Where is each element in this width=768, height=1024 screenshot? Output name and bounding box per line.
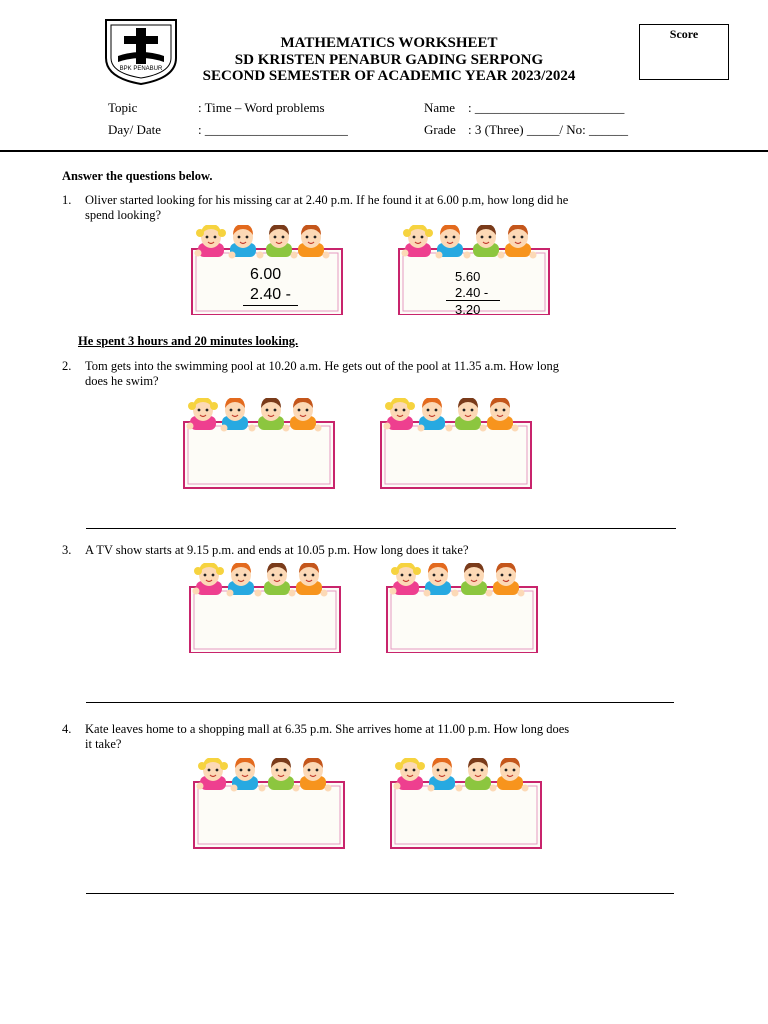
answer-board-3b[interactable] bbox=[385, 563, 539, 653]
worksheet-title: MATHEMATICS WORKSHEET bbox=[280, 35, 498, 51]
score-label: Score bbox=[669, 27, 699, 41]
answer-board-2a[interactable] bbox=[182, 398, 338, 498]
name-label: Name bbox=[424, 100, 456, 115]
semester-title: SECOND SEMESTER OF ACADEMIC YEAR 2023/2024 bbox=[202, 68, 576, 84]
question-1-text: Oliver started looking for his missing car at 2.40 p.m. If he found it at 6.00 p.m, how long did he bbox=[85, 193, 569, 207]
daydate-label: Day/ Date bbox=[108, 122, 162, 137]
question-3-number: 3. bbox=[62, 543, 72, 557]
topic-value: : Time – Word problems bbox=[198, 100, 325, 115]
work-1a-rule bbox=[243, 305, 298, 306]
answer-board-3a[interactable] bbox=[188, 563, 342, 653]
work-1a-line2: 2.40 - bbox=[250, 286, 291, 303]
question-2-number: 2. bbox=[62, 359, 72, 373]
question-3-text: A TV show starts at 9.15 p.m. and ends at 10.05 p.m. How long does it take? bbox=[85, 543, 469, 557]
work-1b-result: 3.20 bbox=[455, 302, 481, 317]
question-1-text-2: spend looking? bbox=[85, 208, 162, 222]
grade-field[interactable]: : 3 (Three) _____/ No: ______ bbox=[468, 122, 628, 137]
work-1b-line1: 5.60 bbox=[455, 269, 481, 284]
answer-board-4a[interactable] bbox=[192, 758, 348, 862]
question-4-number: 4. bbox=[62, 722, 72, 736]
question-1-answer: He spent 3 hours and 20 minutes looking. bbox=[78, 334, 299, 348]
instruction: Answer the questions below. bbox=[62, 169, 213, 183]
question-1-number: 1. bbox=[62, 193, 72, 207]
school-name: SD KRISTEN PENABUR GADING SERPONG bbox=[234, 52, 544, 68]
daydate-field[interactable]: : ______________________ bbox=[198, 122, 348, 137]
score-box bbox=[639, 24, 729, 80]
work-1a-line1: 6.00 bbox=[250, 266, 282, 283]
answer-board-4b[interactable] bbox=[389, 758, 545, 862]
answer-line-3[interactable] bbox=[86, 702, 674, 703]
work-1b-rule bbox=[446, 300, 500, 301]
topic-label: Topic bbox=[108, 100, 138, 115]
name-field[interactable]: : _______________________ bbox=[468, 100, 625, 115]
question-2-text: Tom gets into the swimming pool at 10.20 a.m. He gets out of the pool at 11.35 a.m. How long bbox=[85, 359, 559, 373]
svg-text:BPK PENABUR: BPK PENABUR bbox=[119, 66, 163, 72]
work-1b-line2: 2.40 - bbox=[455, 285, 489, 300]
answer-line-4[interactable] bbox=[86, 893, 674, 894]
header-divider bbox=[0, 150, 768, 152]
grade-label: Grade bbox=[424, 122, 456, 137]
answer-board-2b[interactable] bbox=[379, 398, 535, 498]
question-2-text-2: does he swim? bbox=[85, 374, 159, 388]
question-4-text-2: it take? bbox=[85, 737, 122, 751]
answer-line-2[interactable] bbox=[86, 528, 676, 529]
question-4-text: Kate leaves home to a shopping mall at 6.35 p.m. She arrives home at 11.00 p.m. How long does bbox=[85, 722, 570, 736]
